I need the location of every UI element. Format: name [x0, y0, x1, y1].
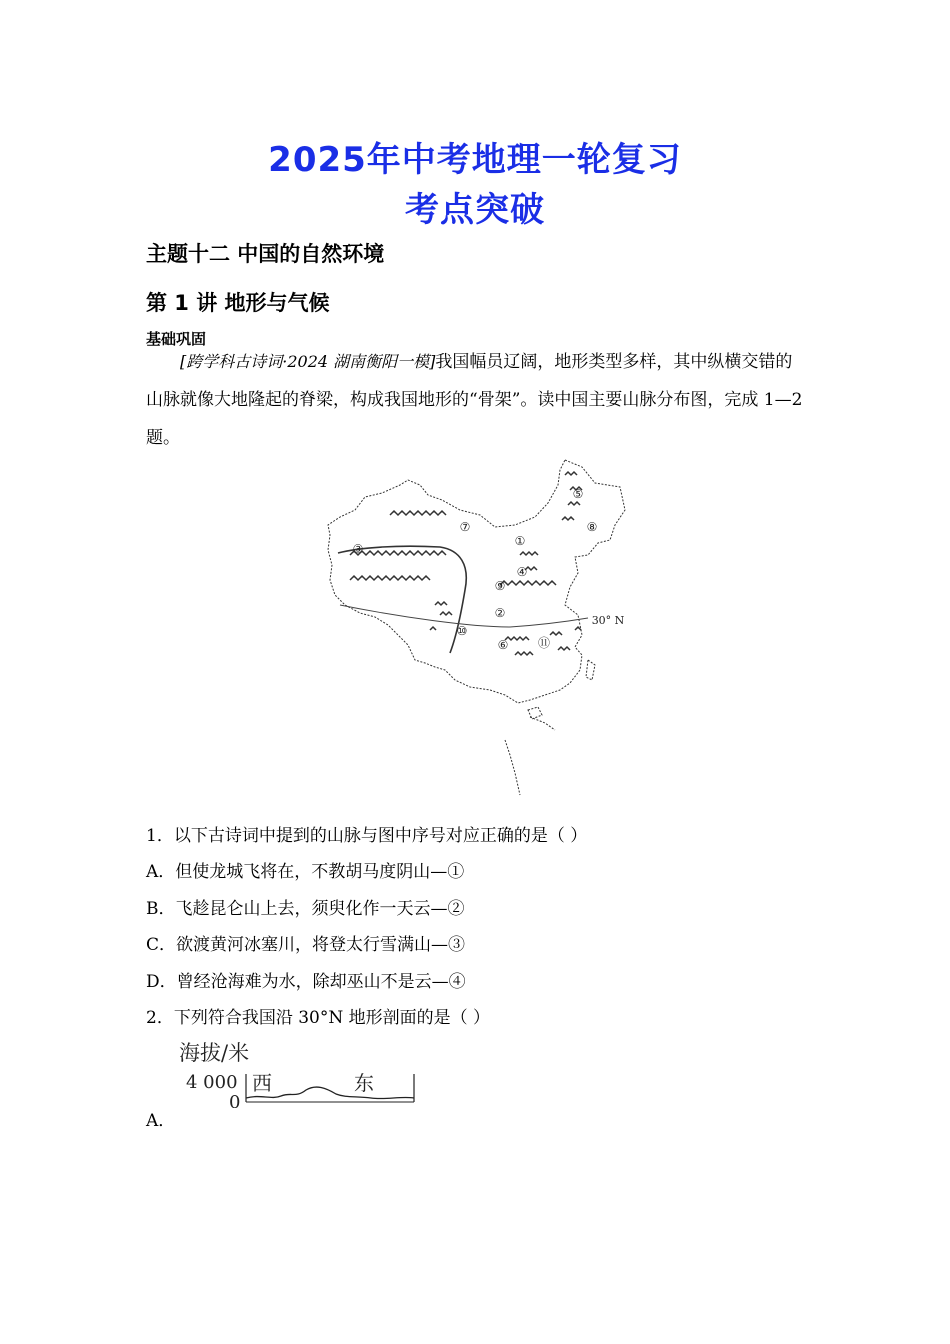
map-label-10: ⑩ [456, 624, 468, 638]
intro-text: 我国幅员辽阔，地形类型多样，其中纵横交错的山脉就像大地隆起的脊梁，构成我国地形的“骨架”。读中国主要山脉分布图，完成 1—2 题。 [146, 352, 803, 448]
profile-ytick-top: 4 000 [186, 1072, 238, 1093]
profile-svg [176, 1038, 426, 1108]
question-1-option-d[interactable]: D．曾经沧海难为水，除却巫山不是云—④ [146, 972, 466, 992]
lecture-heading: 第 1 讲 地形与气候 [146, 291, 330, 315]
question-2-option-a[interactable]: A． [146, 1111, 176, 1131]
map-label-4: ④ [516, 565, 528, 579]
map-svg [320, 455, 630, 805]
question-1-option-a[interactable]: A．但使龙城飞将在，不教胡马度阴山—① [146, 862, 465, 882]
map-label-3: ③ [352, 542, 364, 556]
profile-ytick-bottom: 0 [229, 1092, 241, 1108]
question-2-stem: 2．下列符合我国沿 30°N 地形剖面的是（ ） [146, 1008, 491, 1028]
question-1-option-b[interactable]: B．飞趁昆仑山上去，须臾化作一天云—② [146, 899, 465, 919]
question-1-option-c[interactable]: C．欲渡黄河冰塞川，将登太行雪满山—③ [146, 935, 466, 955]
topic-heading: 主题十二 中国的自然环境 [146, 242, 385, 266]
map-label-9: ⑨ [494, 579, 506, 593]
intro-source: [跨学科古诗词·2024 湖南衡阳一模] [180, 352, 436, 371]
map-label-6: ⑥ [497, 638, 509, 652]
intro-paragraph [146, 343, 806, 457]
page-subtitle: 考点突破 [405, 190, 545, 230]
map-lat-label: 30° N [591, 614, 625, 627]
page-title: 2025年中考地理一轮复习 [268, 140, 682, 180]
profile-chart-a [176, 1038, 426, 1108]
map-label-1: ① [514, 534, 526, 548]
china-mountain-map [320, 455, 630, 805]
boundary-curve [338, 546, 466, 653]
question-1-stem: 1．以下古诗词中提到的山脉与图中序号对应正确的是（ ） [146, 826, 588, 846]
profile-ylabel: 海拔/米 [179, 1041, 250, 1065]
map-label-5: ⑤ [572, 487, 584, 501]
profile-west-label: 西 [252, 1071, 272, 1095]
map-label-7: ⑦ [459, 520, 471, 534]
map-label-8: ⑧ [586, 520, 598, 534]
profile-east-label: 东 [354, 1071, 374, 1095]
section-heading: 基础巩固 [146, 330, 207, 348]
map-label-2: ② [494, 606, 506, 620]
map-label-11: ⑪ [537, 636, 551, 650]
china-outline [328, 460, 625, 795]
